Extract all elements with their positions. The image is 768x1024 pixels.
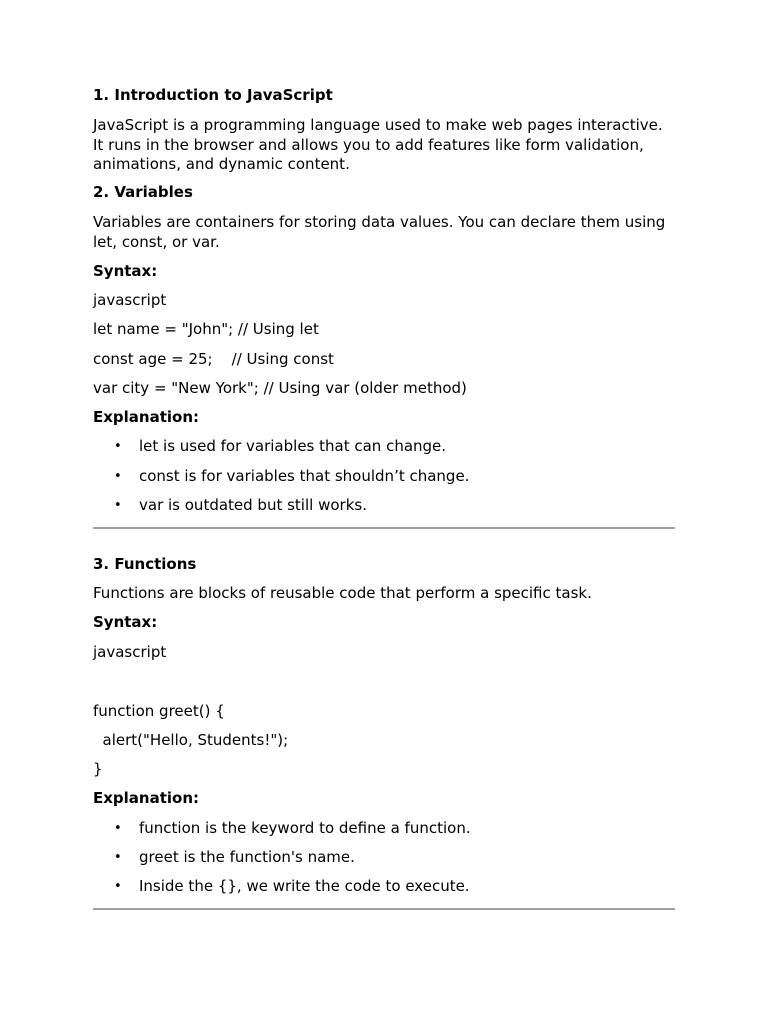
variables-syntax-label: Syntax: (93, 262, 158, 280)
section-divider (93, 908, 675, 910)
bullet-icon: • (114, 850, 122, 865)
section-heading-intro: 1. Introduction to JavaScript (93, 86, 333, 104)
list-item-text: const is for variables that shouldn’t change. (139, 467, 470, 485)
functions-code-line: function greet() { (93, 702, 225, 720)
section-divider (93, 527, 675, 529)
list-item-text: Inside the {}, we write the code to execute. (139, 877, 470, 895)
intro-paragraph: JavaScript is a programming language used to make web pages interactive. It runs in the browser and allows you to add features like form validation, animations, and dynamic content. (93, 116, 663, 173)
functions-explanation-label: Explanation: (93, 789, 200, 807)
functions-syntax-label: Syntax: (93, 613, 158, 631)
list-item-text: function is the keyword to define a function. (139, 819, 471, 837)
variables-code-language: javascript (93, 291, 167, 309)
list-item-text: var is outdated but still works. (139, 496, 367, 514)
variables-explanation-label: Explanation: (93, 408, 200, 426)
bullet-icon: • (114, 879, 122, 894)
functions-code-line: } (93, 760, 103, 778)
list-item-text: let is used for variables that can change. (139, 437, 447, 455)
bullet-icon: • (114, 439, 122, 454)
functions-code-language: javascript (93, 643, 167, 661)
section-heading-variables: 2. Variables (93, 183, 193, 201)
variables-paragraph: Variables are containers for storing data values. You can declare them using let, const, or var. (93, 213, 666, 251)
bullet-icon: • (114, 498, 122, 513)
variables-code-line: let name = "John"; // Using let (93, 320, 319, 338)
list-item-text: greet is the function's name. (139, 848, 355, 866)
variables-code-line: var city = "New York"; // Using var (older method) (93, 379, 467, 397)
functions-paragraph: Functions are blocks of reusable code that perform a specific task. (93, 584, 592, 602)
section-heading-functions: 3. Functions (93, 555, 197, 573)
functions-code-line: alert("Hello, Students!"); (93, 731, 289, 749)
bullet-icon: • (114, 821, 122, 836)
variables-code-line: const age = 25; // Using const (93, 350, 334, 368)
bullet-icon: • (114, 469, 122, 484)
